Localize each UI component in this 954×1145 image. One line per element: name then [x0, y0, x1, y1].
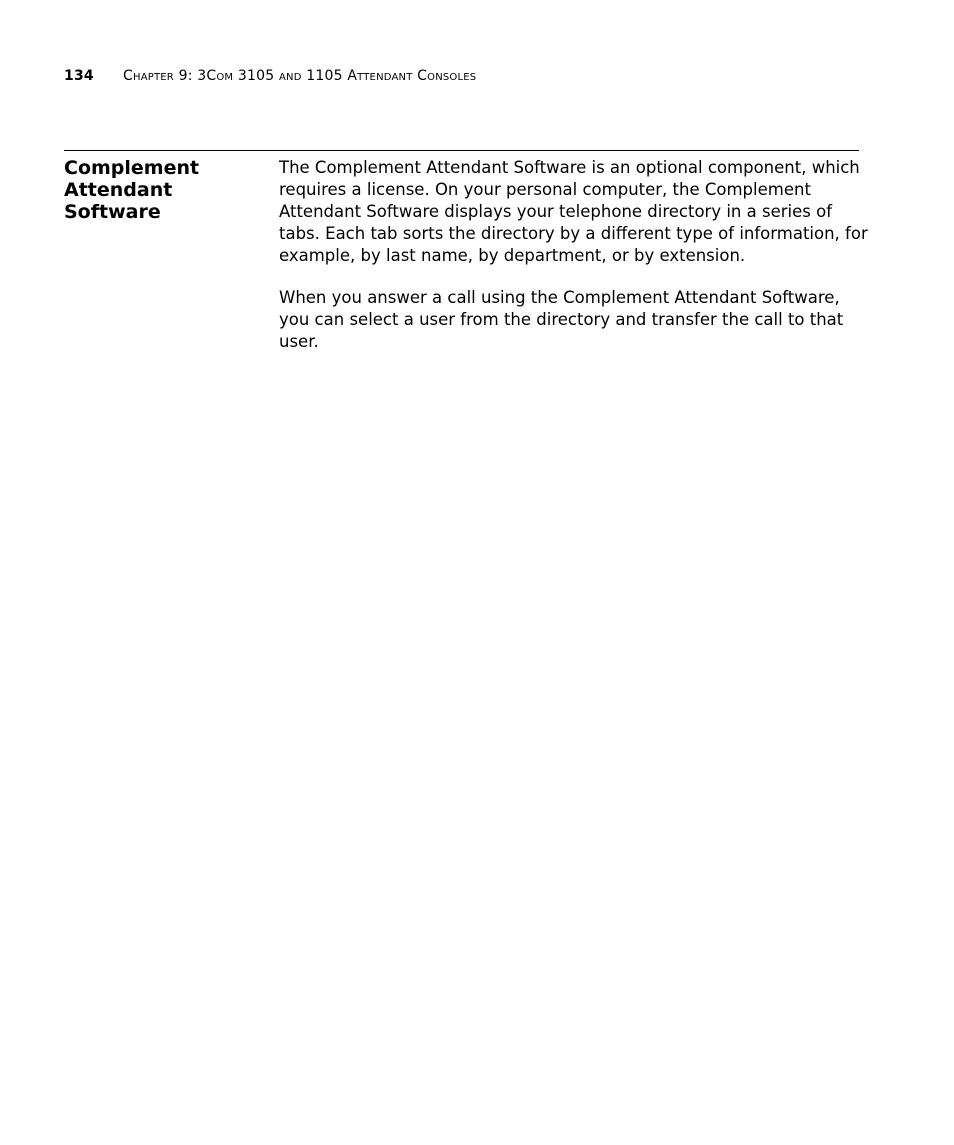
section-heading-line: Attendant [64, 179, 173, 201]
body-paragraph: When you answer a call using the Complement Attendant Software, you can select a user from the directory and transfer the call to that user. [279, 288, 844, 351]
section-heading-line: Complement [64, 157, 200, 179]
section-heading-line: Software [64, 201, 161, 223]
running-header [64, 67, 476, 85]
chapter-title: Chapter 9: 3Com 3105 and 1105 Attendant Consoles [123, 68, 477, 84]
section-divider [64, 150, 859, 151]
body-paragraph: The Complement Attendant Software is an optional component, which requires a license. On your personal computer, the Complement Attendant Software displays your telephone directory in a series of tabs. Each tab sorts the directory by a different type of information, for example, by last name, by department, or by extension. [279, 158, 868, 265]
section-body [279, 157, 869, 373]
page-number: 134 [64, 68, 94, 84]
section-heading [64, 157, 264, 223]
